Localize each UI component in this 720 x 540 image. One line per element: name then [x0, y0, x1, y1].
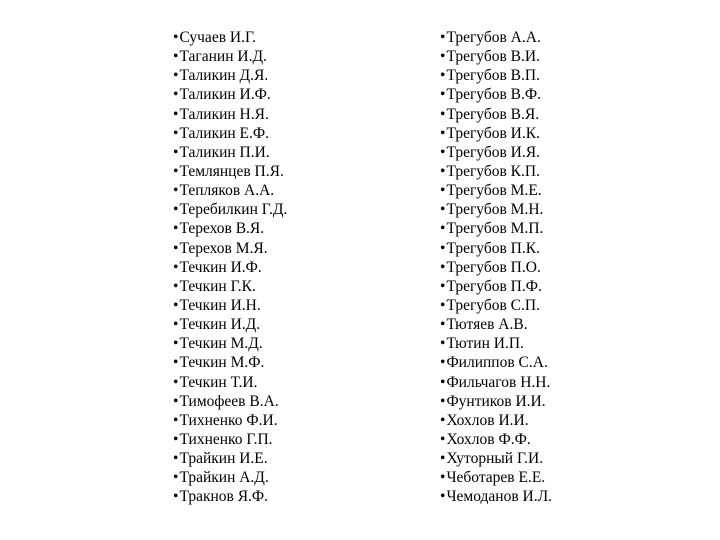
list-item: • Терехов В.Я.: [173, 219, 287, 238]
list-item: • Течкин И.Н.: [173, 296, 287, 315]
list-item: • Хохлов И.И.: [440, 411, 552, 430]
list-item: • Хуторный Г.И.: [440, 449, 552, 468]
name-list-right: [440, 28, 552, 507]
list-item: • Трегубов П.Ф.: [440, 277, 552, 296]
list-item: • Трегубов А.А.: [440, 28, 552, 47]
list-item: • Трегубов М.П.: [440, 219, 552, 238]
list-item: • Трегубов К.П.: [440, 162, 552, 181]
list-item: • Течкин М.Д.: [173, 334, 287, 353]
list-item: • Хохлов Ф.Ф.: [440, 430, 552, 449]
list-item: • Трегубов М.Н.: [440, 200, 552, 219]
list-item: • Течкин И.Ф.: [173, 258, 287, 277]
list-item: • Тютяев А.В.: [440, 315, 552, 334]
list-item: • Трегубов С.П.: [440, 296, 552, 315]
list-item: • Тихненко Ф.И.: [173, 411, 287, 430]
list-item: • Течкин Т.И.: [173, 373, 287, 392]
list-item: • Трайкин И.Е.: [173, 449, 287, 468]
list-item: • Терехов М.Я.: [173, 239, 287, 258]
list-item: • Сучаев И.Г.: [173, 28, 287, 47]
list-item: • Течкин И.Д.: [173, 315, 287, 334]
list-item: • Трегубов В.И.: [440, 47, 552, 66]
list-item: • Теребилкин Г.Д.: [173, 200, 287, 219]
list-item: • Темлянцев П.Я.: [173, 162, 287, 181]
list-item: • Таликин П.И.: [173, 143, 287, 162]
name-list-left: [173, 28, 287, 507]
list-item: • Течкин М.Ф.: [173, 353, 287, 372]
list-item: • Тепляков А.А.: [173, 181, 287, 200]
list-item: • Трегубов М.Е.: [440, 181, 552, 200]
list-item: • Таликин И.Ф.: [173, 85, 287, 104]
list-item: • Тихненко Г.П.: [173, 430, 287, 449]
list-item: • Филиппов С.А.: [440, 353, 552, 372]
list-item: • Тракнов Я.Ф.: [173, 487, 287, 506]
list-item: • Фунтиков И.И.: [440, 392, 552, 411]
list-item: • Таликин Е.Ф.: [173, 124, 287, 143]
list-item: • Трегубов В.Ф.: [440, 85, 552, 104]
list-item: • Чемоданов И.Л.: [440, 487, 552, 506]
list-item: • Трегубов И.К.: [440, 124, 552, 143]
list-item: • Трегубов П.О.: [440, 258, 552, 277]
list-item: • Течкин Г.К.: [173, 277, 287, 296]
list-item: • Трегубов В.П.: [440, 66, 552, 85]
list-item: • Таликин Д.Я.: [173, 66, 287, 85]
list-item: • Трегубов П.К.: [440, 239, 552, 258]
list-item: • Таганин И.Д.: [173, 47, 287, 66]
list-item: • Таликин Н.Я.: [173, 105, 287, 124]
list-item: • Трегубов В.Я.: [440, 105, 552, 124]
list-item: • Фильчагов Н.Н.: [440, 373, 552, 392]
list-item: • Трайкин А.Д.: [173, 468, 287, 487]
list-item: • Тютин И.П.: [440, 334, 552, 353]
list-item: • Чеботарев Е.Е.: [440, 468, 552, 487]
list-item: • Трегубов И.Я.: [440, 143, 552, 162]
list-item: • Тимофеев В.А.: [173, 392, 287, 411]
